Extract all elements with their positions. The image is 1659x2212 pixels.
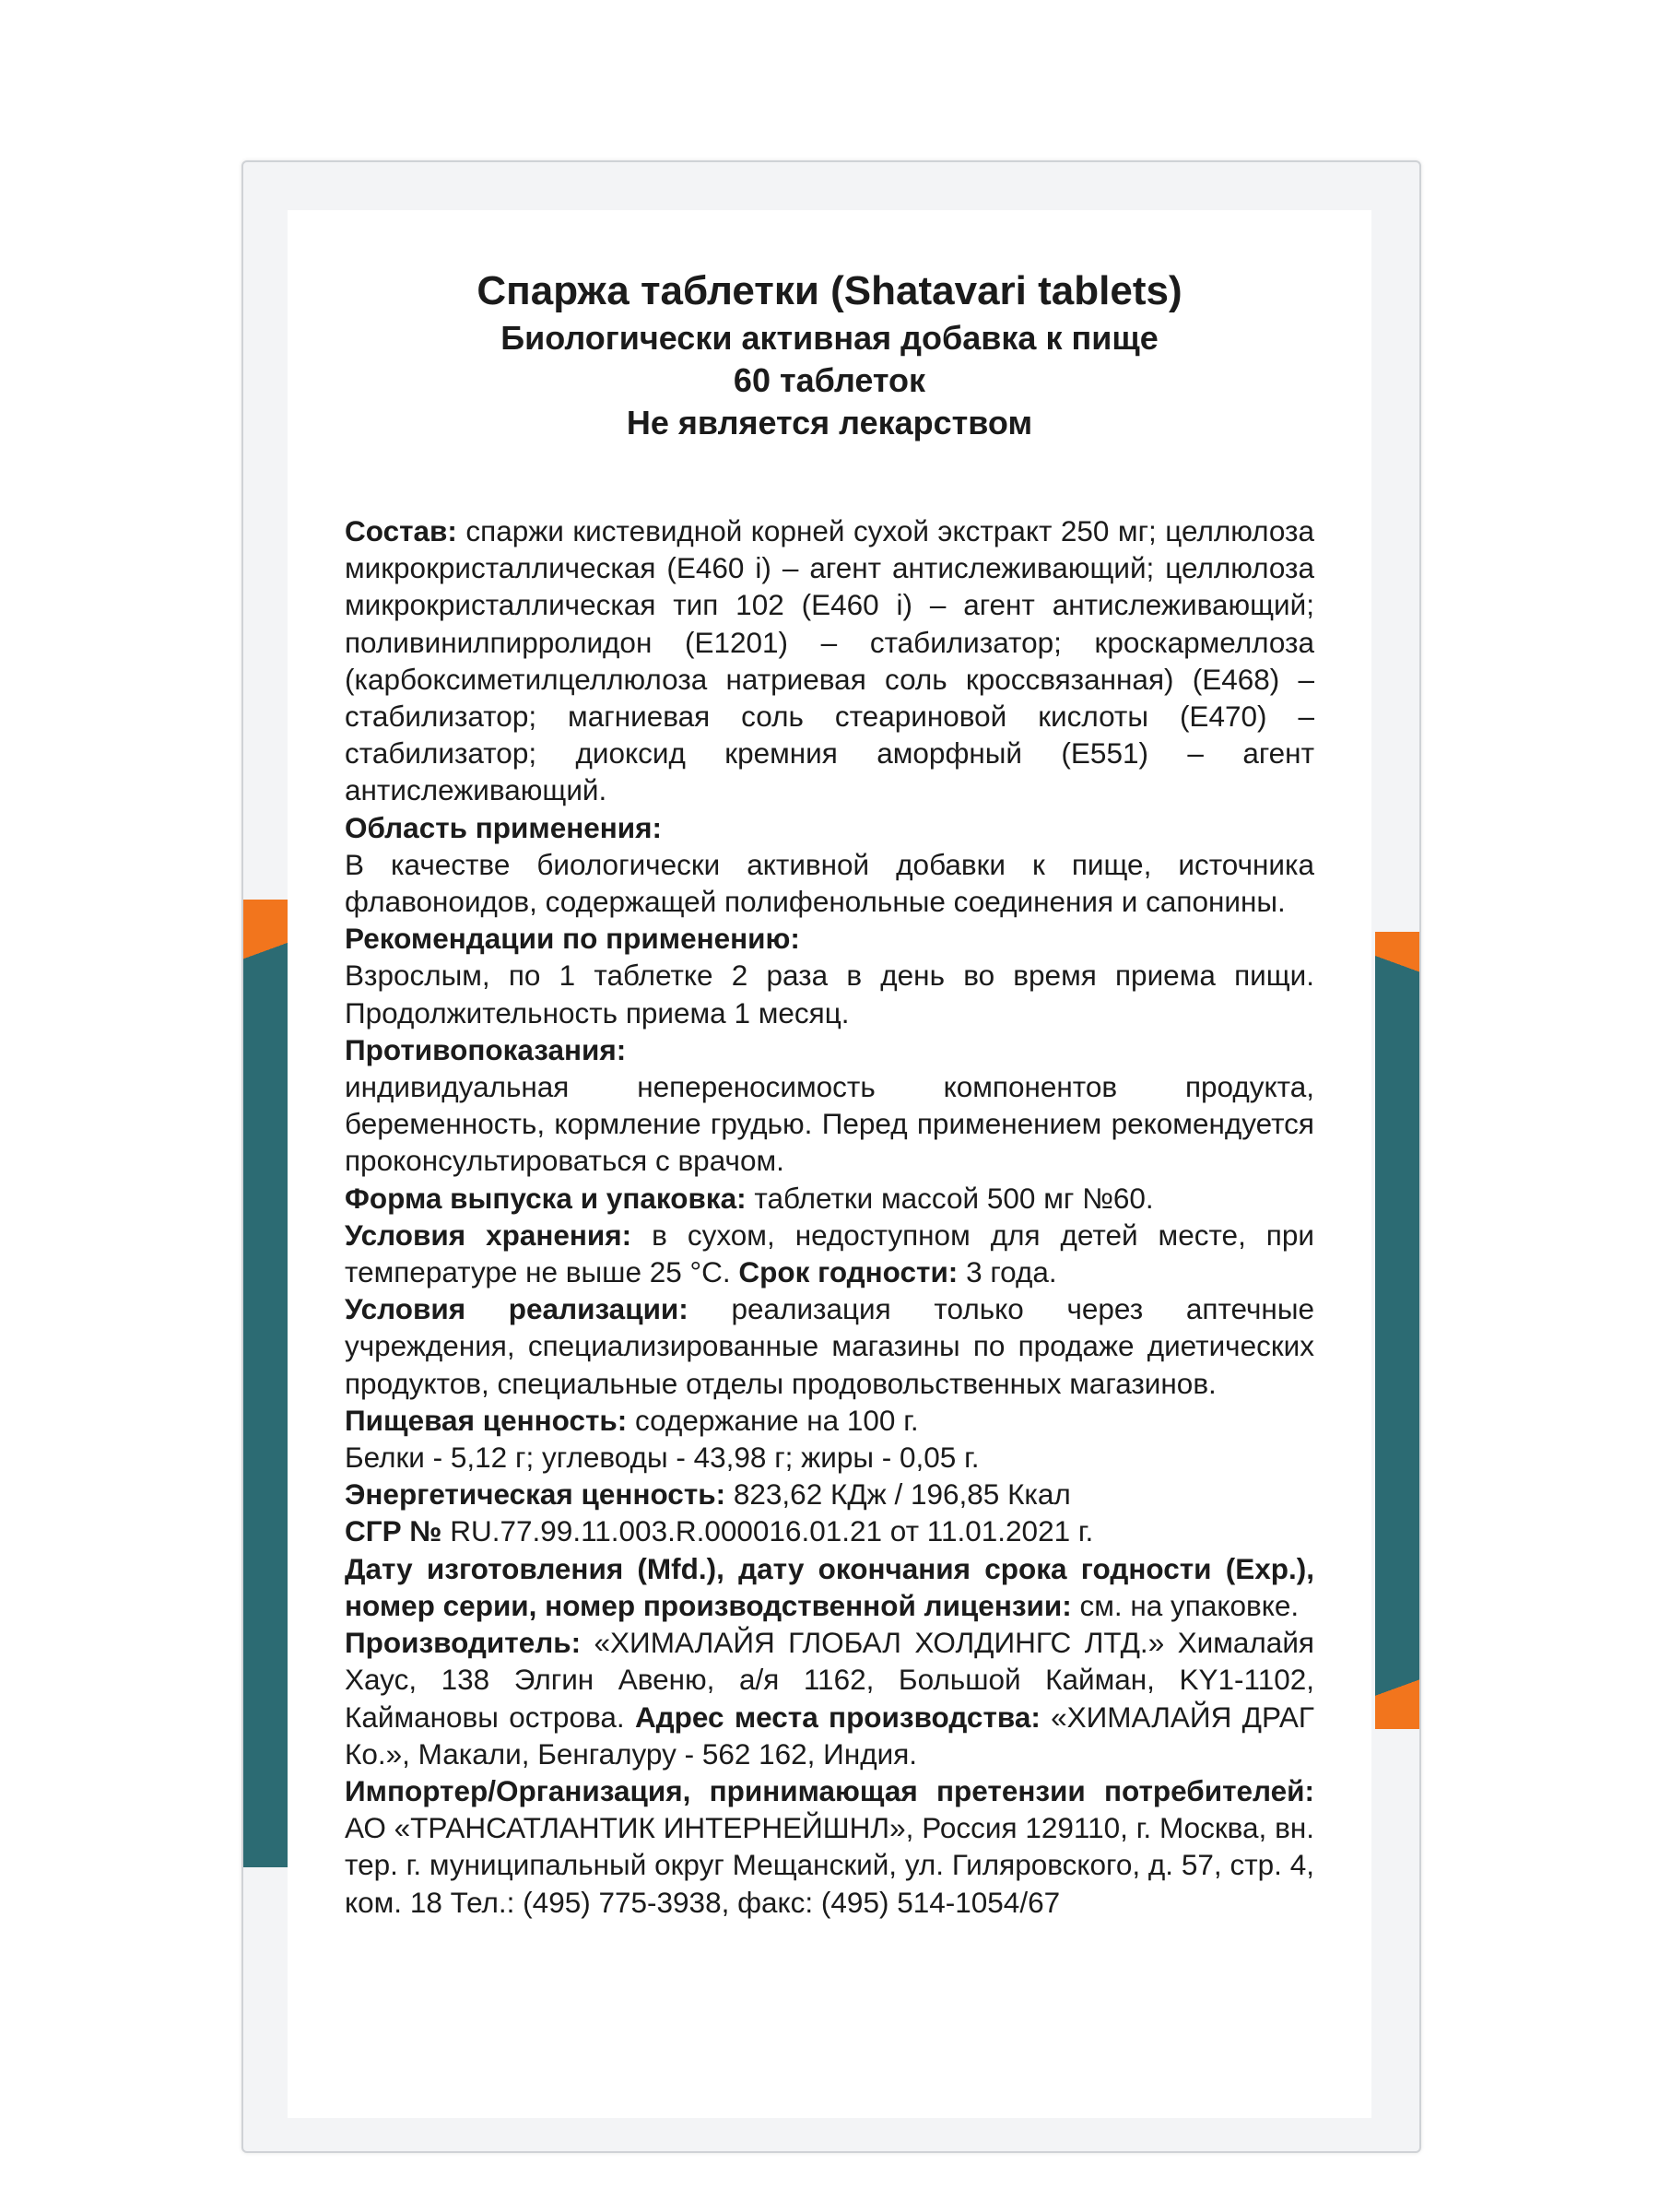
nutrition-section: [345, 1402, 1314, 1439]
manufacturer-label: Производитель:: [345, 1626, 582, 1660]
right-teal-stripe: [1375, 932, 1419, 1724]
production-address-label: Адрес места производства:: [634, 1700, 1041, 1734]
product-header: [288, 265, 1371, 444]
sale-text: реализация только через аптечные учреждения, специализированные магазины по продаже диетических продуктов, специальные отделы продовольственных магазинов.: [345, 1292, 1314, 1400]
product-description: [345, 512, 1314, 1921]
storage-text: в сухом, недоступном для детей месте, при температуре не выше 25 °С.: [345, 1218, 1314, 1289]
sgr-label: СГР №: [345, 1514, 442, 1548]
sale-section: [345, 1290, 1314, 1402]
importer-text: АО «ТРАНСАТЛАНТИК ИНТЕРНЕЙШНЛ», Россия 129110, г. Москва, вн. тер. г. муниципальный округ Мещанский, ул. Гиляровского, д. 57, стр. 4, ком. 18 Тел.: (495) 775-3938, факс: (495) 514-1054/67: [345, 1811, 1314, 1919]
form-text: таблетки массой 500 мг №60.: [754, 1181, 1154, 1215]
recommendations-label: Рекомендации по применению:: [345, 922, 800, 956]
dates-section: [345, 1550, 1314, 1624]
importer-section: [345, 1772, 1314, 1921]
right-orange-accent-top: [1375, 932, 1419, 982]
product-title: Спаржа таблетки (Shatavari tablets): [477, 268, 1182, 313]
nutrition-label: Пищевая ценность:: [345, 1403, 628, 1437]
energy-text: 823,62 КДж / 196,85 Ккал: [733, 1477, 1071, 1512]
dates-label: Дату изготовления (Mfd.), дату окончания срока годности (Exp.), номер серии, номер производственной лицензии:: [345, 1551, 1314, 1622]
energy-section: [345, 1476, 1314, 1512]
importer-label: Импортер/Организация, принимающая претензии потребителей:: [345, 1773, 1314, 1807]
contraindications-text: индивидуальная непереносимость компонентов продукта, беременность, кормление грудью. Перед применением рекомендуется проконсультироваться с врачом.: [345, 1070, 1314, 1178]
shelf-life-label: Срок годности:: [738, 1255, 959, 1289]
contraindications-label: Противопоказания:: [345, 1032, 627, 1066]
shelf-life-text: 3 года.: [966, 1255, 1057, 1289]
storage-section: [345, 1217, 1314, 1290]
energy-label: Энергетическая ценность:: [345, 1477, 726, 1512]
application-area-label: Область применения:: [345, 810, 663, 844]
form-section: [345, 1180, 1314, 1217]
dates-text: см. на упаковке.: [1079, 1588, 1300, 1622]
nutrition-values: Белки - 5,12 г; углеводы - 43,98 г; жиры - 0,05 г.: [345, 1441, 980, 1475]
production-address-text: «ХИМАЛАЙЯ ДРАГ Ко.», Макали, Бенгалуру - 562 162, Индия.: [345, 1700, 1314, 1771]
form-label: Форма выпуска и упаковка:: [345, 1181, 747, 1215]
nutrition-text: содержание на 100 г.: [635, 1403, 919, 1437]
recommendations-text: Взрослым, по 1 таблетке 2 раза в день во время приема пищи. Продолжительность приема 1 месяц.: [345, 959, 1314, 1030]
storage-label: Условия хранения:: [345, 1218, 632, 1252]
tablet-count: 60 таблеток: [733, 361, 926, 399]
not-a-drug-notice: Не является лекарством: [626, 404, 1033, 441]
composition-label: Состав:: [345, 514, 457, 547]
right-orange-accent-bottom: [1375, 1655, 1419, 1729]
sgr-section: [345, 1512, 1314, 1549]
product-type: Биологически активная добавка к пище: [500, 319, 1159, 357]
composition-section: [345, 512, 1314, 809]
sgr-text: RU.77.99.11.003.R.000016.01.21 от 11.01.2021 г.: [450, 1514, 1094, 1548]
application-area-text: В качестве биологически активной добавки к пище, источника флавоноидов, содержащей полифенольные соединения и сапонины.: [345, 847, 1314, 919]
composition-text: спаржи кистевидной корней сухой экстракт 250 мг; целлюлоза микрокристаллическая (Е460 i) – агент антислеживающий; целлюлоза микрокристаллическая тип 102 (Е460 i) – агент антислеживающий; поливинилпирролидон (Е1201) – стабилизатор; кроскармеллоза (карбоксиметилцеллюлоза натриевая соль кроссвязанная) (Е468) – стабилизатор; магниевая соль стеариновой кислоты (Е470) – стабилизатор; диоксид кремния аморфный (Е551) – агент антислеживающий.: [345, 514, 1314, 807]
sale-label: Условия реализации:: [345, 1292, 688, 1326]
manufacturer-section: [345, 1624, 1314, 1772]
manufacturer-text: «ХИМАЛАЙЯ ГЛОБАЛ ХОЛДИНГС ЛТД.» Хималайя Хаус, 138 Элгин Авеню, а/я 1162, Большой Кайман, KY1-1102, Каймановы острова.: [345, 1626, 1314, 1734]
